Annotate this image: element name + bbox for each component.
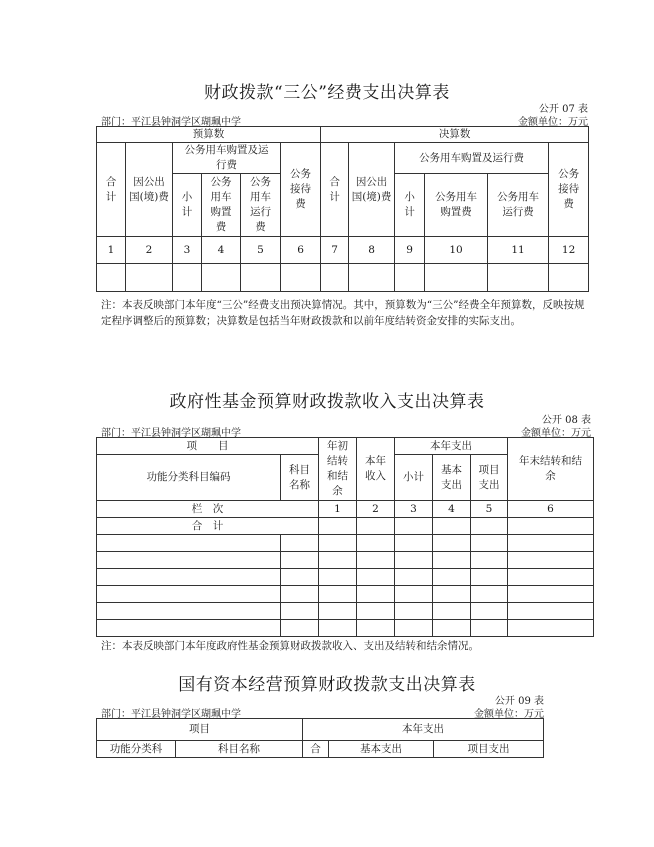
- table3-code: 公开 09 表: [494, 696, 544, 707]
- table1-three-public-expenses: [96, 126, 589, 292]
- table3-title: 国有资本经营预算财政拨款支出决算表: [178, 675, 476, 695]
- data-cell: [395, 569, 433, 586]
- data-cell: [508, 552, 594, 569]
- index-cell: 10: [425, 237, 488, 264]
- data-cell: [433, 586, 471, 603]
- col-abroad-label: 因公出国(境)费: [129, 175, 169, 203]
- data-cell: [471, 586, 508, 603]
- col-expense-group: 本年支出: [303, 719, 544, 741]
- total-row: [97, 518, 594, 535]
- data-cell: [281, 552, 319, 569]
- index-cell: 12: [549, 237, 589, 264]
- data-cell: [433, 603, 471, 620]
- col-vehicle-purchase-budget: [202, 174, 241, 237]
- data-cell: [281, 535, 319, 552]
- data-cell: [97, 535, 281, 552]
- col-project: 项目支出: [434, 741, 544, 758]
- col-subtotal-budget: [173, 174, 202, 237]
- index-cell: 2: [126, 237, 173, 264]
- table-row: [97, 552, 594, 569]
- data-cell: [319, 586, 357, 603]
- data-cell: [281, 569, 319, 586]
- data-cell: [319, 535, 357, 552]
- data-cell: [471, 552, 508, 569]
- data-row: [97, 264, 589, 292]
- col-func: 功能分类科: [97, 741, 176, 758]
- col-vehicle-purchase-final-label: 公务用车购置费: [435, 191, 478, 218]
- table-row: [97, 586, 594, 603]
- total-label: 合 计: [97, 518, 319, 535]
- data-cell: [357, 620, 395, 637]
- table2-department: 部门：平江县钟洞学区瑚珮中学: [101, 428, 241, 439]
- col-begin-balance: [319, 438, 357, 501]
- index-cell: 5: [471, 501, 508, 518]
- data-cell: [281, 603, 319, 620]
- col-reception-budget-label: 公务接待费: [290, 168, 312, 210]
- data-cell: [488, 264, 549, 292]
- col-subtotal: 小计: [395, 455, 433, 501]
- table1-note: 注：本表反映部门本年度“三公”经费支出预决算情况。其中，预算数为“三公”经费全年预算数，反映按规定程序调整后的预算数；决算数是包括当年财政拨款和以前年度结转资金安排的实际支出。: [101, 299, 585, 327]
- table3-unit: 金额单位：万元: [474, 709, 544, 720]
- data-cell: [357, 552, 395, 569]
- data-cell: [395, 552, 433, 569]
- col-basic-label: 基本支出: [441, 463, 462, 491]
- data-cell: [202, 264, 241, 292]
- col-vehicle-group-budget-label: 公务用车购置及运行费: [184, 144, 269, 171]
- index-cell: 4: [433, 501, 471, 518]
- data-cell: [508, 586, 594, 603]
- col-reception-budget: [281, 143, 321, 237]
- data-cell: [395, 603, 433, 620]
- data-cell: [321, 264, 349, 292]
- col-item: 项 目: [97, 438, 319, 455]
- data-cell: [173, 264, 202, 292]
- total-cell: [433, 518, 471, 535]
- data-cell: [433, 552, 471, 569]
- index-cell: 11: [488, 237, 549, 264]
- col-subtotal-final: [395, 174, 425, 237]
- col-total: 合: [303, 741, 329, 758]
- col-total-final-label: 合计: [329, 175, 340, 203]
- col-vehicle-purchase-budget-label: 公务用车购置费: [210, 176, 232, 233]
- index-row: [97, 501, 594, 518]
- index-cell: 9: [395, 237, 425, 264]
- table2-code: 公开 08 表: [541, 415, 591, 426]
- table-row: [97, 603, 594, 620]
- table1-unit: 金额单位：万元: [518, 117, 588, 128]
- table2-note: 注：本表反映部门本年度政府性基金预算财政拨款收入、支出及结转和结余情况。: [101, 640, 479, 652]
- data-cell: [395, 586, 433, 603]
- col-reception-final-label: 公务接待费: [558, 168, 580, 210]
- total-cell: [471, 518, 508, 535]
- index-cell: 5: [241, 237, 281, 264]
- data-cell: [471, 535, 508, 552]
- col-project-label: 项目支出: [478, 463, 500, 491]
- table-row: [97, 620, 594, 637]
- col-abroad-final: [349, 143, 395, 237]
- index-row: [97, 237, 589, 264]
- data-cell: [97, 620, 281, 637]
- table3-state-capital: [96, 718, 544, 758]
- data-cell: [508, 569, 594, 586]
- budget-header: 预算数: [97, 127, 321, 143]
- data-cell: [395, 620, 433, 637]
- data-cell: [357, 569, 395, 586]
- table1-department: 部门：平江县钟洞学区瑚珮中学: [101, 117, 241, 128]
- col-subject-name: 科目名称: [176, 741, 303, 758]
- col-income-label: 本年收入: [365, 455, 386, 482]
- index-cell: 3: [395, 501, 433, 518]
- col-vehicle-operation-budget: [241, 174, 281, 237]
- col-total-final: [321, 143, 349, 237]
- data-cell: [425, 264, 488, 292]
- data-cell: [395, 264, 425, 292]
- col-abroad: [126, 143, 173, 237]
- data-cell: [471, 620, 508, 637]
- data-cell: [433, 620, 471, 637]
- table1-title: 财政拨款“三公”经费支出决算表: [204, 83, 450, 103]
- col-basic: [433, 455, 471, 501]
- col-subject-name-label: 科目名称: [289, 463, 310, 491]
- col-vehicle-purchase-final: [425, 174, 488, 237]
- index-cell: 4: [202, 237, 241, 264]
- index-cell: 6: [281, 237, 321, 264]
- col-vehicle-group-final: 公务用车购置及运行费: [395, 143, 549, 174]
- data-cell: [471, 569, 508, 586]
- table3-department: 部门：平江县钟洞学区瑚珮中学: [101, 709, 241, 720]
- data-cell: [319, 620, 357, 637]
- data-cell: [319, 552, 357, 569]
- col-total: [97, 143, 126, 237]
- data-cell: [549, 264, 589, 292]
- index-label: 栏 次: [97, 501, 319, 518]
- data-cell: [349, 264, 395, 292]
- col-total-label: 合计: [105, 175, 117, 203]
- col-subject-name: [281, 455, 319, 501]
- col-begin-balance-label: 年初结转和结余: [327, 440, 348, 497]
- col-vehicle-operation-budget-label: 公务用车运行费: [250, 176, 271, 233]
- col-subtotal-final-label: 小计: [404, 191, 415, 218]
- data-cell: [97, 569, 281, 586]
- col-end-balance-label: 年末结转和结余: [519, 455, 583, 482]
- col-income: [357, 438, 395, 501]
- index-cell: 8: [349, 237, 395, 264]
- index-cell: 6: [508, 501, 594, 518]
- index-cell: 1: [97, 237, 126, 264]
- table2-title: 政府性基金预算财政拨款收入支出决算表: [169, 392, 485, 412]
- table2-unit: 金额单位：万元: [521, 428, 591, 439]
- table-row: [97, 535, 594, 552]
- data-cell: [281, 264, 321, 292]
- data-cell: [508, 620, 594, 637]
- col-basic: 基本支出: [329, 741, 434, 758]
- total-cell: [395, 518, 433, 535]
- data-cell: [508, 603, 594, 620]
- index-cell: 1: [319, 501, 357, 518]
- col-reception-final: [549, 143, 589, 237]
- total-cell: [319, 518, 357, 535]
- col-abroad-final-label: 因公出国(境)费: [351, 175, 392, 203]
- data-cell: [126, 264, 173, 292]
- total-cell: [357, 518, 395, 535]
- col-expense-group: 本年支出: [395, 438, 508, 455]
- col-vehicle-operation-final: [488, 174, 549, 237]
- col-vehicle-operation-final-label: 公务用车运行费: [497, 191, 540, 218]
- data-cell: [433, 569, 471, 586]
- data-cell: [241, 264, 281, 292]
- data-cell: [319, 603, 357, 620]
- index-cell: 3: [173, 237, 202, 264]
- data-cell: [281, 586, 319, 603]
- final-header: 决算数: [321, 127, 589, 143]
- data-cell: [97, 552, 281, 569]
- data-cell: [357, 535, 395, 552]
- data-cell: [471, 603, 508, 620]
- data-cell: [357, 603, 395, 620]
- col-item: 项目: [97, 719, 303, 741]
- data-cell: [395, 535, 433, 552]
- data-cell: [97, 264, 126, 292]
- col-vehicle-group-budget: [173, 143, 281, 174]
- data-cell: [281, 620, 319, 637]
- table-row: [97, 569, 594, 586]
- col-project: [471, 455, 508, 501]
- index-cell: 7: [321, 237, 349, 264]
- data-cell: [433, 535, 471, 552]
- data-cell: [508, 535, 594, 552]
- col-end-balance: [508, 438, 594, 501]
- table2-government-fund: [96, 437, 594, 637]
- data-cell: [97, 603, 281, 620]
- col-subtotal-budget-label: 小计: [181, 191, 193, 218]
- index-cell: 2: [357, 501, 395, 518]
- total-cell: [508, 518, 594, 535]
- data-cell: [97, 586, 281, 603]
- col-func-code: 功能分类科目编码: [97, 455, 281, 501]
- table1-code: 公开 07 表: [538, 104, 588, 115]
- data-cell: [357, 586, 395, 603]
- data-cell: [319, 569, 357, 586]
